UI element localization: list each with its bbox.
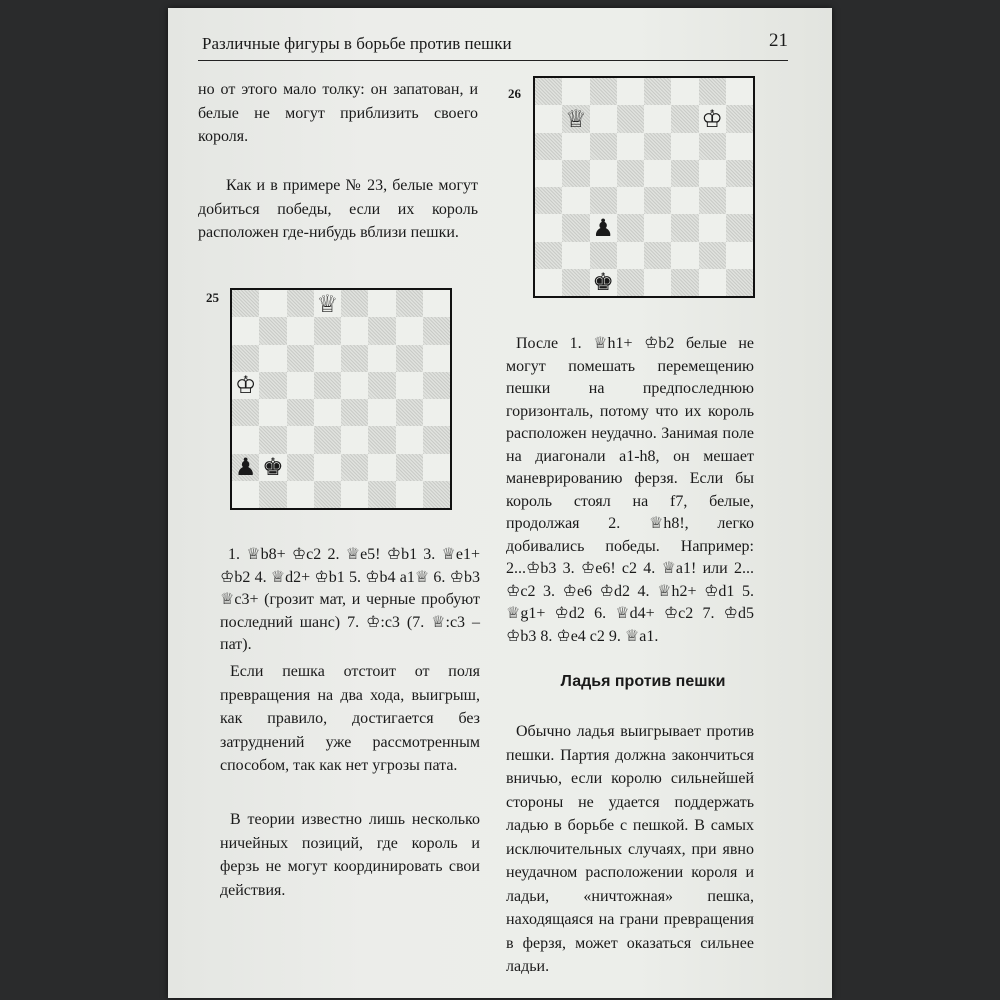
square-h1 (726, 269, 753, 296)
square-e1 (341, 481, 368, 508)
chessboard-diagram-25 (230, 288, 452, 510)
square-g1 (699, 269, 726, 296)
square-g5 (699, 160, 726, 187)
square-d2 (617, 242, 644, 269)
square-h8 (423, 290, 450, 317)
square-g8 (699, 78, 726, 105)
square-a7 (232, 317, 259, 344)
square-f5 (671, 160, 698, 187)
square-f7 (368, 317, 395, 344)
square-a5 (232, 372, 259, 399)
square-c5 (287, 372, 314, 399)
left-paragraph-2: Как и в примере № 23, белые могут добиться победы, если их король расположен где-нибудь вблизи пешки. (198, 177, 478, 241)
right-rook-paragraph: Обычно ладья выигрывает против пешки. Партия должна закончиться вничью, если королю сильнейшей стороны не удается поддержать ладью в борьбе с пешкой. В самых исключительных случаях, при явно неудачном расположении короля и ладьи, «ничтожная» пешка, находящаяся на грани превращения в ферзя, может оказаться сильнее ладьи. (506, 723, 754, 975)
square-e5 (644, 160, 671, 187)
square-c8 (287, 290, 314, 317)
square-f3 (671, 214, 698, 241)
square-h7 (423, 317, 450, 344)
square-h1 (423, 481, 450, 508)
square-b7 (259, 317, 286, 344)
square-b1 (259, 481, 286, 508)
running-title: Различные фигуры в борьбе против пешки (202, 34, 512, 53)
square-h4 (423, 399, 450, 426)
diagram-number: 25 (206, 290, 219, 305)
square-f6 (671, 133, 698, 160)
square-f2 (671, 242, 698, 269)
square-c8 (590, 78, 617, 105)
square-g6 (396, 345, 423, 372)
square-g3 (699, 214, 726, 241)
square-g2 (396, 454, 423, 481)
square-b3 (259, 426, 286, 453)
black-pawn-icon: ♟ (234, 453, 257, 482)
square-f5 (368, 372, 395, 399)
square-h7 (726, 105, 753, 132)
square-e2 (341, 454, 368, 481)
square-a2 (535, 242, 562, 269)
square-c3 (287, 426, 314, 453)
black-king-icon: ♚ (262, 453, 284, 482)
square-e4 (644, 187, 671, 214)
diagram-number: 26 (508, 86, 521, 101)
square-f2 (368, 454, 395, 481)
square-d1 (617, 269, 644, 296)
black-pawn-icon: ♟ (592, 213, 614, 242)
square-c7 (287, 317, 314, 344)
square-d5 (314, 372, 341, 399)
square-b8 (259, 290, 286, 317)
square-d8 (314, 290, 341, 317)
square-a4 (535, 187, 562, 214)
square-e7 (644, 105, 671, 132)
right-after-paragraph: После 1. ♕h1+ ♔b2 белые не могут помешать перемещению пешки на предпоследнюю горизонталь, потому что их король расположен неудачно. Занимая поле на диагонали a1-h8, он мешает маневрированию ферзя. Если бы король стоял на f7, белые, продолжая 2. ♕h8!, легко добивались победы. Например: 2...♔b3 3. ♔e6! c2 4. ♕a1! или 2... ♔c2 3. ♔e6 ♔d2 4. ♕h2+ ♔d1 5. ♕g1+ ♔d2 6. ♕d4+ ♔c2 7. ♔d5 ♔b3 8. ♔e4 c2 9. ♕a1. (506, 335, 754, 645)
square-f6 (368, 345, 395, 372)
square-f1 (368, 481, 395, 508)
square-e1 (644, 269, 671, 296)
square-c7 (590, 105, 617, 132)
square-b4 (259, 399, 286, 426)
left-paragraph-3: Если пешка отстоит от поля превращения на два хода, выигрыш, как правило, достигается без затруднений уже рассмотренным способом, так как нет угрозы пата. (220, 663, 480, 774)
white-king-icon: ♔ (234, 371, 257, 400)
square-f7 (671, 105, 698, 132)
square-b1 (562, 269, 589, 296)
square-f8 (368, 290, 395, 317)
square-c1 (287, 481, 314, 508)
square-a6 (535, 133, 562, 160)
square-d2 (314, 454, 341, 481)
square-b2 (562, 242, 589, 269)
square-g5 (396, 372, 423, 399)
square-e3 (341, 426, 368, 453)
square-a3 (535, 214, 562, 241)
square-e8 (341, 290, 368, 317)
square-h3 (726, 214, 753, 241)
white-king-icon: ♔ (701, 104, 723, 133)
square-c1 (590, 269, 617, 296)
square-b5 (259, 372, 286, 399)
square-e8 (644, 78, 671, 105)
square-a7 (535, 105, 562, 132)
square-h4 (726, 187, 753, 214)
square-h3 (423, 426, 450, 453)
square-c5 (590, 160, 617, 187)
square-f3 (368, 426, 395, 453)
square-d8 (617, 78, 644, 105)
square-d6 (617, 133, 644, 160)
page-number: 21 (769, 30, 788, 51)
square-c6 (287, 345, 314, 372)
square-d3 (314, 426, 341, 453)
square-h2 (423, 454, 450, 481)
square-f4 (368, 399, 395, 426)
square-d4 (314, 399, 341, 426)
square-c6 (590, 133, 617, 160)
square-a1 (232, 481, 259, 508)
square-h8 (726, 78, 753, 105)
square-g7 (699, 105, 726, 132)
square-g3 (396, 426, 423, 453)
square-d5 (617, 160, 644, 187)
left-paragraph-1: но от этого мало толку: он запатован, и белые не могут приблизить своего короля. (198, 81, 478, 145)
square-a1 (535, 269, 562, 296)
white-queen-icon: ♕ (316, 289, 339, 318)
square-e5 (341, 372, 368, 399)
square-h6 (726, 133, 753, 160)
square-h5 (423, 372, 450, 399)
square-f8 (671, 78, 698, 105)
square-h2 (726, 242, 753, 269)
square-e4 (341, 399, 368, 426)
square-e7 (341, 317, 368, 344)
page-header (198, 30, 788, 61)
square-b6 (562, 133, 589, 160)
square-d4 (617, 187, 644, 214)
square-a2 (232, 454, 259, 481)
square-b7 (562, 105, 589, 132)
square-b4 (562, 187, 589, 214)
square-h5 (726, 160, 753, 187)
square-g4 (699, 187, 726, 214)
square-c2 (590, 242, 617, 269)
square-f1 (671, 269, 698, 296)
square-e6 (341, 345, 368, 372)
square-c4 (590, 187, 617, 214)
book-page (168, 8, 832, 998)
square-g7 (396, 317, 423, 344)
square-g6 (699, 133, 726, 160)
section-heading: Ладья против пешки (560, 673, 726, 690)
square-e2 (644, 242, 671, 269)
white-queen-icon: ♕ (565, 104, 587, 133)
square-b6 (259, 345, 286, 372)
square-d7 (617, 105, 644, 132)
square-g1 (396, 481, 423, 508)
square-a3 (232, 426, 259, 453)
square-f4 (671, 187, 698, 214)
square-a5 (535, 160, 562, 187)
square-d3 (617, 214, 644, 241)
square-b8 (562, 78, 589, 105)
square-g8 (396, 290, 423, 317)
square-b3 (562, 214, 589, 241)
left-moves-paragraph: 1. ♕b8+ ♔c2 2. ♕e5! ♔b1 3. ♕e1+ ♔b2 4. ♕d2+ ♔b1 5. ♔b4 a1♕ 6. ♔b3 ♕c3+ (грозит мат, и черные пробуют последний шанс) 7. ♔:c3 (7. ♕:c3 – пат). (220, 546, 480, 653)
square-a4 (232, 399, 259, 426)
square-h6 (423, 345, 450, 372)
square-c4 (287, 399, 314, 426)
square-a8 (535, 78, 562, 105)
left-paragraph-4: В теории известно лишь несколько ничейных позиций, где король и ферзь не могут координировать свои действия. (220, 811, 480, 899)
square-d6 (314, 345, 341, 372)
square-a8 (232, 290, 259, 317)
square-c2 (287, 454, 314, 481)
square-g2 (699, 242, 726, 269)
square-c3 (590, 214, 617, 241)
square-b2 (259, 454, 286, 481)
square-e3 (644, 214, 671, 241)
square-e6 (644, 133, 671, 160)
chessboard-diagram-26 (533, 76, 755, 298)
square-d7 (314, 317, 341, 344)
square-g4 (396, 399, 423, 426)
square-a6 (232, 345, 259, 372)
black-king-icon: ♚ (592, 268, 614, 297)
square-d1 (314, 481, 341, 508)
square-b5 (562, 160, 589, 187)
